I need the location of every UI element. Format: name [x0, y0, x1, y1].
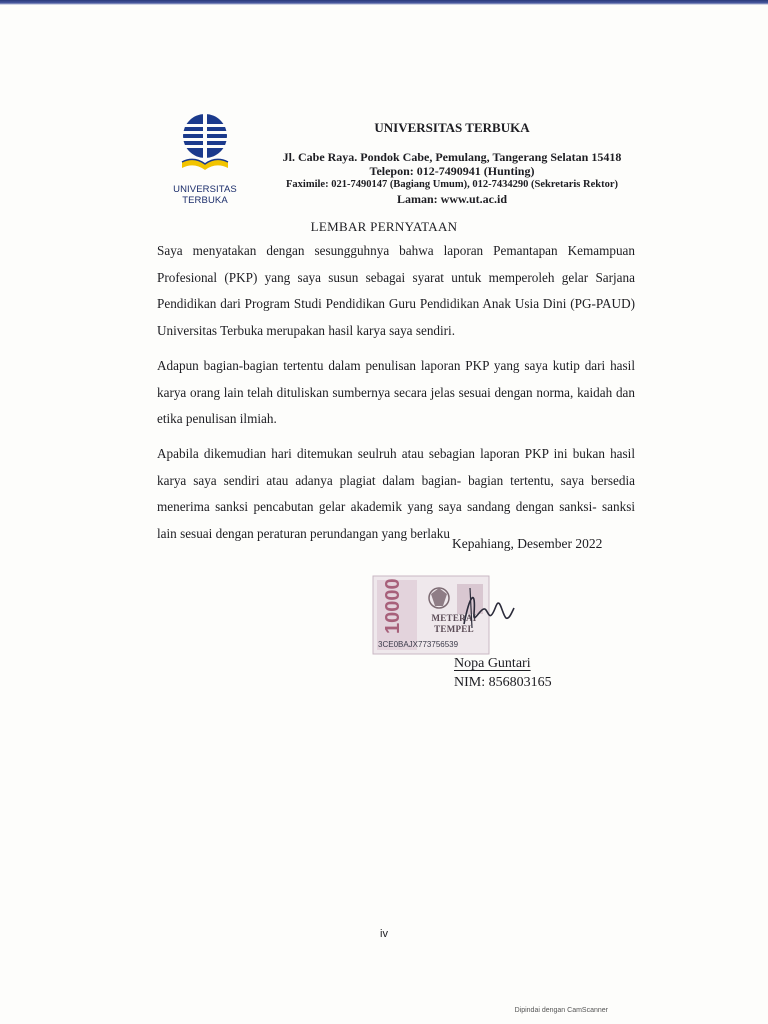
logo-caption: UNIVERSITAS TERBUKA [173, 184, 237, 206]
phone-line: Telepon: 012-7490941 (Hunting) [369, 164, 535, 178]
statement-paragraph-2: Adapun bagian-bagian tertentu dalam penulisan laporan PKP yang saya kutip dari hasil karya orang lain telah dituliskan sumbernya secara jelas sesuai dengan norma, kaidah dan etika penulisan ilmiah. [157, 358, 635, 426]
signer-name: Nopa Guntari [454, 656, 531, 671]
statement-paragraph-3: Apabila dikemudian hari ditemukan seulruh atau sebagian laporan PKP ini bukan hasil karya saya sendiri atau adanya plagiat dalam bagian- bagian tertentu, saya bersedia menerima sanksi pencabutan gelar akademik yang saya sandang dengan sanksi- sanksi lain sesuai dengan peraturan perundangan yang berlaku [157, 446, 635, 541]
document-title: LEMBAR PERNYATAAN [310, 219, 458, 234]
stamp-serial: 3CE0BAJX773756539 [378, 640, 459, 649]
address-line: Jl. Cabe Raya. Pondok Cabe, Pemulang, Tangerang Selatan 15418 [282, 150, 622, 164]
fax-line: Faximile: 021-7490147 (Bagiang Umum), 012-7434290 (Sekretaris Rektor) [286, 179, 618, 190]
website-line: Laman: www.ut.ac.id [396, 192, 507, 206]
statement-paragraph-1: Saya menyatakan dengan sesungguhnya bahwa laporan Pemantapan Kemampuan Profesional (PKP) yang saya susun sebagai syarat untuk memperoleh gelar Sarjana Pendidikan dari Program Studi Pendidikan Guru Pendidikan Anak Usia Dini (PG-PAUD) Universitas Terbuka merupakan hasil karya saya sendiri. [157, 243, 635, 338]
university-emblem-icon [178, 112, 232, 178]
page-number: iv [380, 928, 388, 940]
university-logo [150, 112, 260, 206]
university-name: UNIVERSITAS TERBUKA [374, 120, 530, 135]
scan-top-edge [0, 0, 768, 5]
stamp-label-line-2: TEMPEL [434, 624, 474, 634]
signer-nim: NIM: 856803165 [454, 675, 552, 690]
letterhead [262, 120, 642, 206]
stamp-label-line-1: METERAI [431, 613, 477, 623]
scanner-footer: Dipindai dengan CamScanner [514, 1007, 608, 1014]
place-date: Kepahiang, Desember 2022 [452, 536, 603, 551]
stamp-amount: 10000 [382, 578, 404, 634]
handwritten-signature [456, 584, 516, 634]
